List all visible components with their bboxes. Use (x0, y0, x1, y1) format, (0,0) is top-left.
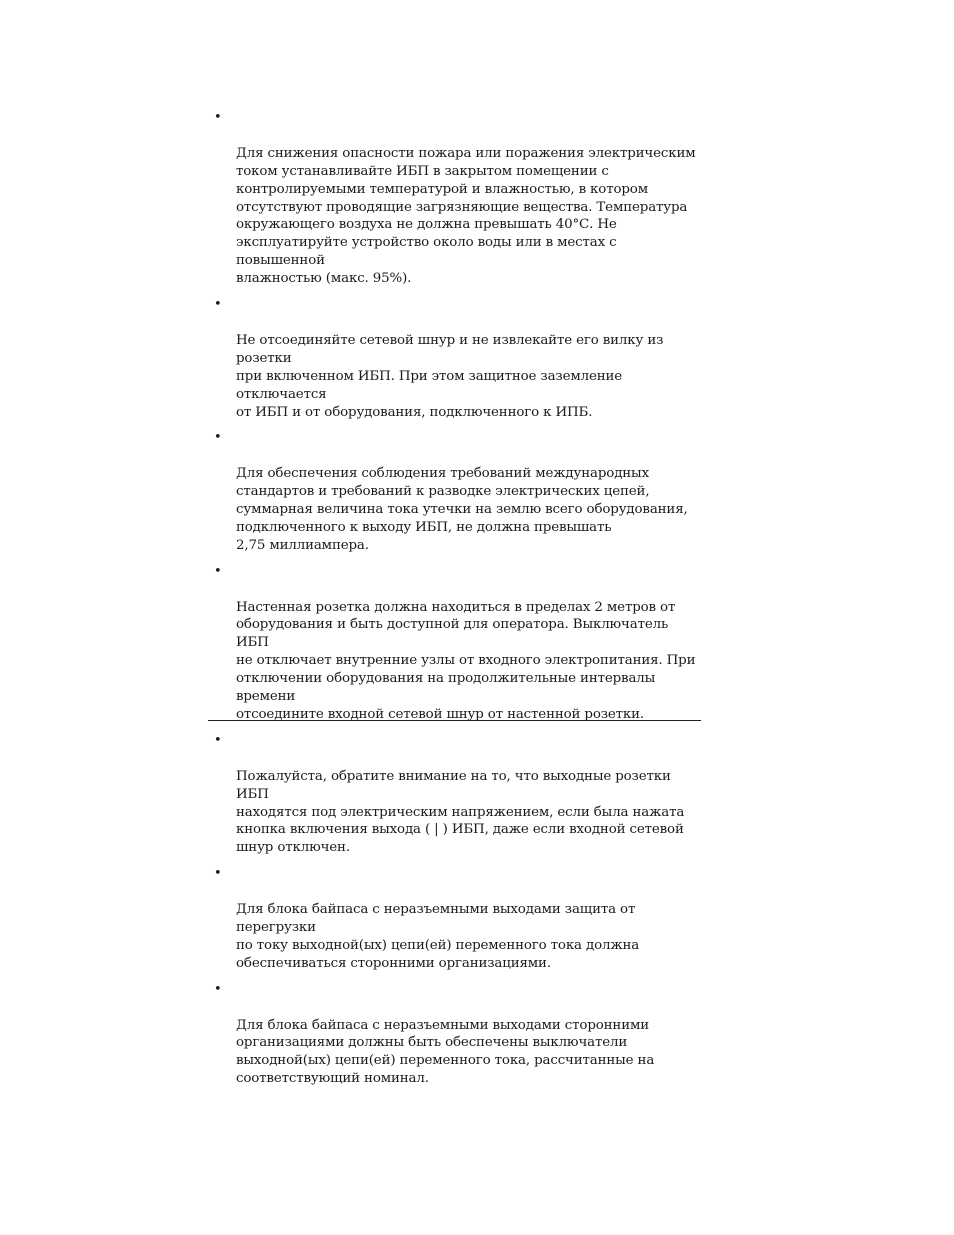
bullet-icon: • (214, 110, 222, 125)
safety-note-text: Не отсоединяйте сетевой шнур и не извлекайте его вилку из розетки при включенном ИБП. При этом защитное заземление отключается от ИБП и от оборудования, подключенного к ИПБ. (236, 332, 664, 420)
safety-notes-section (209, 109, 704, 1088)
bullet-icon: • (214, 563, 222, 579)
safety-note-text: Настенная розетка должна находиться в пределах 2 метров от оборудования и быть доступной для оператора. Выключатель ИБП не отключает внутренние узлы от входного электропитания. При отключении оборудования на продолжительные интервалы времени отсоедините входной сетевой шнур от настенной розетки. (236, 599, 696, 722)
bullet-icon: • (214, 981, 222, 997)
safety-note-text: Для снижения опасности пожара или поражения электрическим током устанавливайте ИБП в закрытом помещении с контролируемыми температурой и влажностью, в котором отсутствуют проводящие загрязняющие вещества. Температура окружающего воздуха не должна превышать 40°С. Не эксплуатируйте устройство около воды или в местах с повышенной влажностью (макс. 95%). (236, 145, 696, 287)
safety-note-item (209, 109, 704, 288)
safety-note-item (209, 865, 704, 972)
safety-note-text: Пожалуйста, обратите внимание на то, что выходные розетки ИБП находятся под электрическим напряжением, если была нажата кнопка включения выхода ( | ) ИБП, даже если входной сетевой шнур отключен. (236, 768, 685, 856)
safety-note-item (209, 732, 704, 857)
safety-note-item (209, 981, 704, 1088)
safety-note-text: Для блока байпаса с неразъемными выходами сторонними организациями должны быть обеспечены выключатели выходной(ых) цепи(ей) переменного тока, рассчитанные на соответствующий номинал. (236, 1017, 655, 1087)
bullet-icon: • (214, 430, 222, 446)
section-divider (208, 720, 701, 721)
bullet-icon: • (214, 732, 222, 748)
safety-bullet-list (209, 109, 704, 1088)
bullet-icon: • (214, 297, 222, 313)
safety-note-item (209, 296, 704, 421)
safety-note-text: Для обеспечения соблюдения требований международных стандартов и требований к разводке электрических цепей, суммарная величина тока утечки на землю всего оборудования, подключенного к выходу ИБП, не должна превышать 2,75 миллиампера. (236, 466, 688, 553)
safety-note-item (209, 429, 704, 554)
safety-note-item (209, 563, 704, 724)
safety-note-text: Для блока байпаса с неразъемными выходами защита от перегрузки по току выходной(ых) цепи(ей) переменного тока должна обеспечиваться сторонними организациями. (236, 902, 640, 971)
bullet-icon: • (214, 866, 222, 882)
